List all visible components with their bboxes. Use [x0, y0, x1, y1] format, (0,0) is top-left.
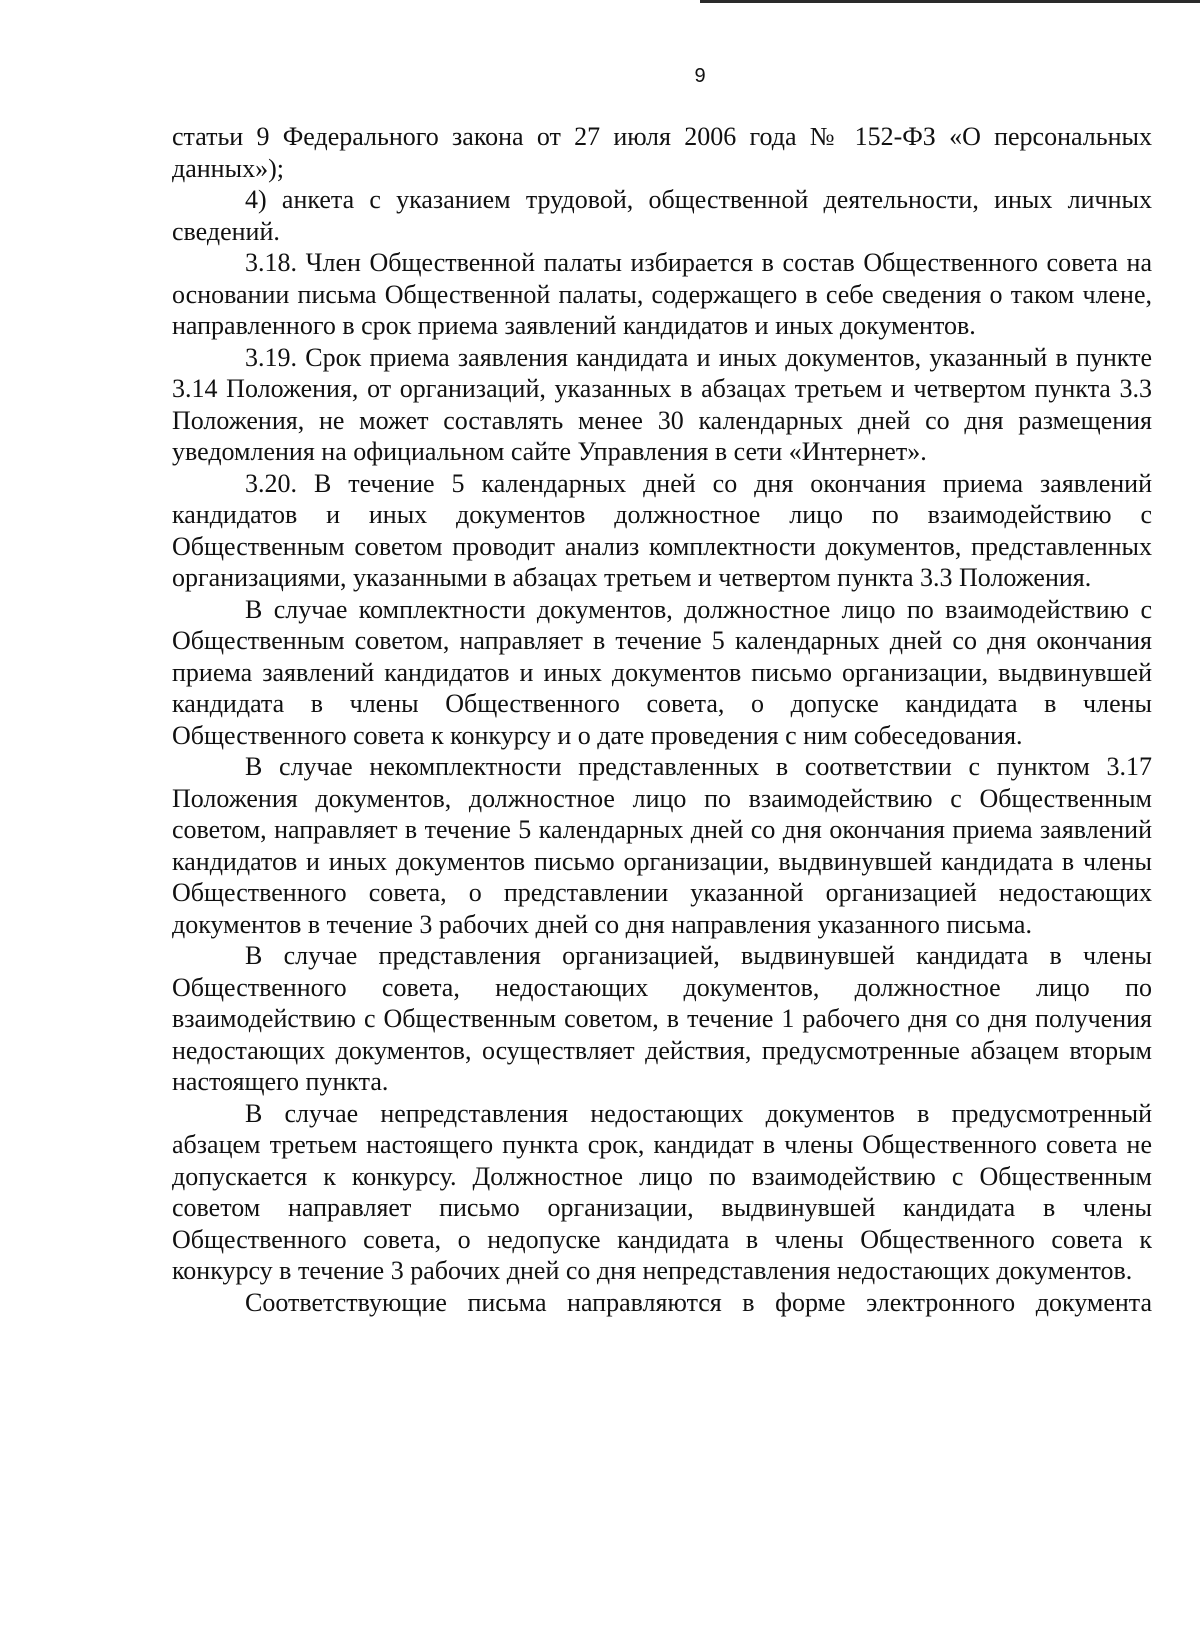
- document-body: [172, 121, 1152, 1318]
- paragraph-list-item-4: 4) анкета с указанием трудовой, общественной деятельности, иных личных сведений.: [172, 185, 1152, 246]
- page-number: 9: [694, 65, 706, 87]
- paragraph-continuation: статьи 9 Федерального закона от 27 июля 2006 года № 152-ФЗ «О персональных данных»);: [172, 122, 1152, 183]
- paragraph-incompleteness: В случае некомплектности представленных в соответствии с пунктом 3.17 Положения документов, должностное лицо по взаимодействию с Общественным советом, направляет в течение 5 календарных дней со дня окончания приема заявлений кандидатов и иных документов письмо организации, выдвинувшей кандидата в члены Общественного совета, о представлении указанной организацией недостающих документов в течение 3 рабочих дней со дня направления указанного письма.: [172, 752, 1152, 939]
- paragraph-3-19: 3.19. Срок приема заявления кандидата и иных документов, указанный в пункте 3.14 Положения, от организаций, указанных в абзацах третьем и четвертом пункта 3.3 Положения, не может составлять менее 30 календарных дней со дня размещения уведомления на официальном сайте Управления в сети «Интернет».: [172, 342, 1152, 466]
- paragraph-submission-of-missing: В случае представления организацией, выдвинувшей кандидата в члены Общественного совета, недостающих документов, должностное лицо по взаимодействию с Общественным советом, в течение 1 рабочего дня со дня получения недостающих документов, осуществляет действия, предусмотренные абзацем вторым настоящего пункта.: [172, 941, 1152, 1096]
- paragraph-letters-form: Соответствующие письма направляются в форме электронного документа: [245, 1287, 1152, 1317]
- paragraph-3-20: 3.20. В течение 5 календарных дней со дня окончания приема заявлений кандидатов и иных документов должностное лицо по взаимодействию с Общественным советом проводит анализ комплектности документов, представленных организациями, указанными в абзацах третьем и четвертом пункта 3.3 Положения.: [172, 468, 1152, 592]
- paragraph-completeness: В случае комплектности документов, должностное лицо по взаимодействию с Общественным советом, направляет в течение 5 календарных дней со дня окончания приема заявлений кандидатов и иных документов письмо организации, выдвинувшей кандидата в члены Общественного совета, о допуске кандидата в члены Общественного совета к конкурсу и о дате проведения с ним собеседования.: [172, 594, 1152, 750]
- paragraph-non-submission: В случае непредставления недостающих документов в предусмотренный абзацем третьем настоящего пункта срок, кандидат в члены Общественного совета не допускается к конкурсу. Должностное лицо по взаимодействию с Общественным советом направляет письмо организации, выдвинувшей кандидата в члены Общественного совета, о недопуске кандидата в члены Общественного совета к конкурсу в течение 3 рабочих дней со дня непредставления недостающих документов.: [172, 1098, 1152, 1285]
- paragraph-3-18: 3.18. Член Общественной палаты избирается в состав Общественного совета на основании письма Общественной палаты, содержащего в себе сведения о таком члене, направленного в срок приема заявлений кандидатов и иных документов.: [172, 248, 1152, 340]
- page-top-edge-line: [700, 0, 1200, 3]
